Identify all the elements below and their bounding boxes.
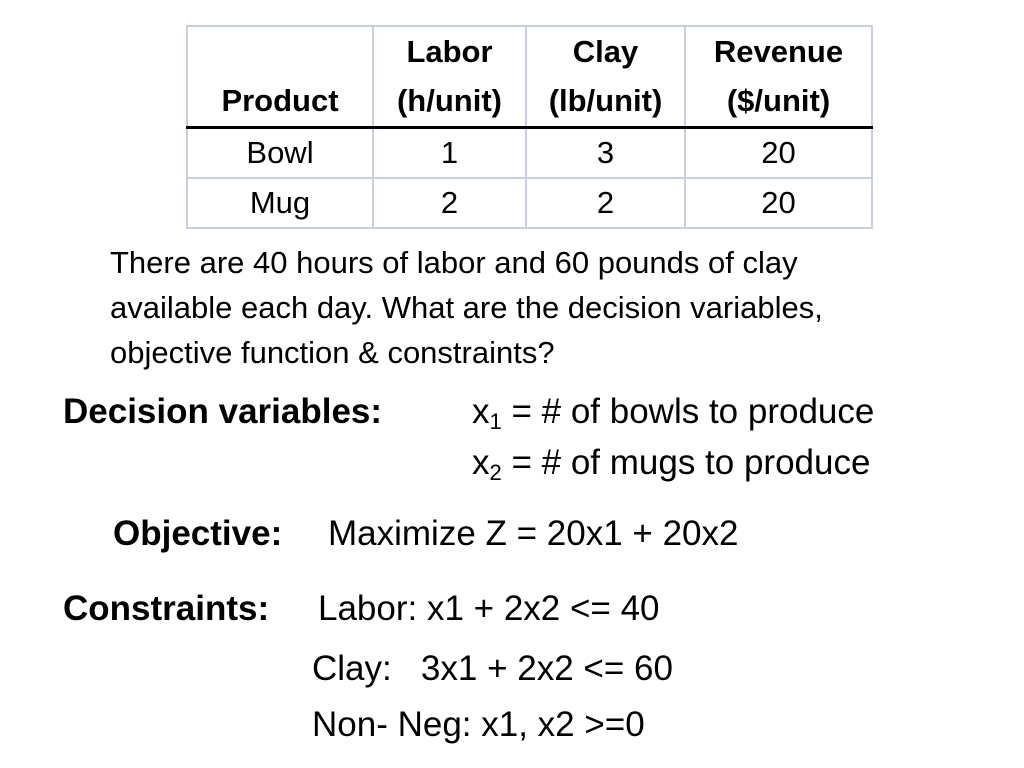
objective-label: Objective:	[113, 514, 283, 553]
decision-variable-x2	[472, 443, 870, 483]
problem-line: objective function & constraints?	[110, 335, 555, 370]
decision-variables-label: Decision variables:	[63, 392, 383, 431]
variable-definition: = # of bowls to produce	[501, 392, 875, 431]
constraint-non-negativity: Non- Neg: x1, x2 >=0	[312, 705, 645, 744]
table-cell: Mug	[187, 178, 373, 228]
product-table	[186, 25, 873, 229]
constraint-labor: Labor: x1 + 2x2 <= 40	[318, 589, 660, 628]
table-cell: 1	[373, 128, 526, 179]
constraint-clay: Clay: 3x1 + 2x2 <= 60	[312, 649, 673, 688]
header-labor	[373, 26, 526, 128]
header-line: Product	[221, 83, 339, 118]
variable-subscript: 2	[489, 460, 502, 485]
header-line: ($/unit)	[726, 83, 831, 118]
header-line: (lb/unit)	[548, 83, 663, 118]
constraints-label: Constraints:	[63, 589, 270, 628]
table-header-row	[187, 26, 872, 128]
table-cell: 20	[685, 178, 872, 228]
table-cell: 2	[373, 178, 526, 228]
variable-definition: = # of mugs to produce	[501, 443, 871, 482]
header-line: Clay	[572, 34, 639, 69]
problem-line: There are 40 hours of labor and 60 pounds of clay	[110, 245, 798, 280]
objective-function: Maximize Z = 20x1 + 20x2	[328, 514, 739, 553]
table-cell: 2	[526, 178, 685, 228]
header-clay	[526, 26, 685, 128]
problem-line: available each day. What are the decision variables,	[110, 290, 823, 325]
header-product	[187, 26, 373, 128]
variable-symbol: x	[472, 392, 490, 431]
table-cell: 3	[526, 128, 685, 179]
header-line: Revenue	[713, 34, 844, 69]
decision-variable-x1	[472, 392, 874, 432]
header-line: (h/unit)	[396, 83, 502, 118]
variable-subscript: 1	[489, 409, 502, 434]
table-cell: Bowl	[187, 128, 373, 179]
table-row	[187, 178, 872, 228]
header-line: Labor	[406, 34, 493, 69]
table-row	[187, 128, 872, 179]
variable-symbol: x	[472, 443, 490, 482]
header-revenue	[685, 26, 872, 128]
table-cell: 20	[685, 128, 872, 179]
problem-statement	[110, 240, 990, 375]
